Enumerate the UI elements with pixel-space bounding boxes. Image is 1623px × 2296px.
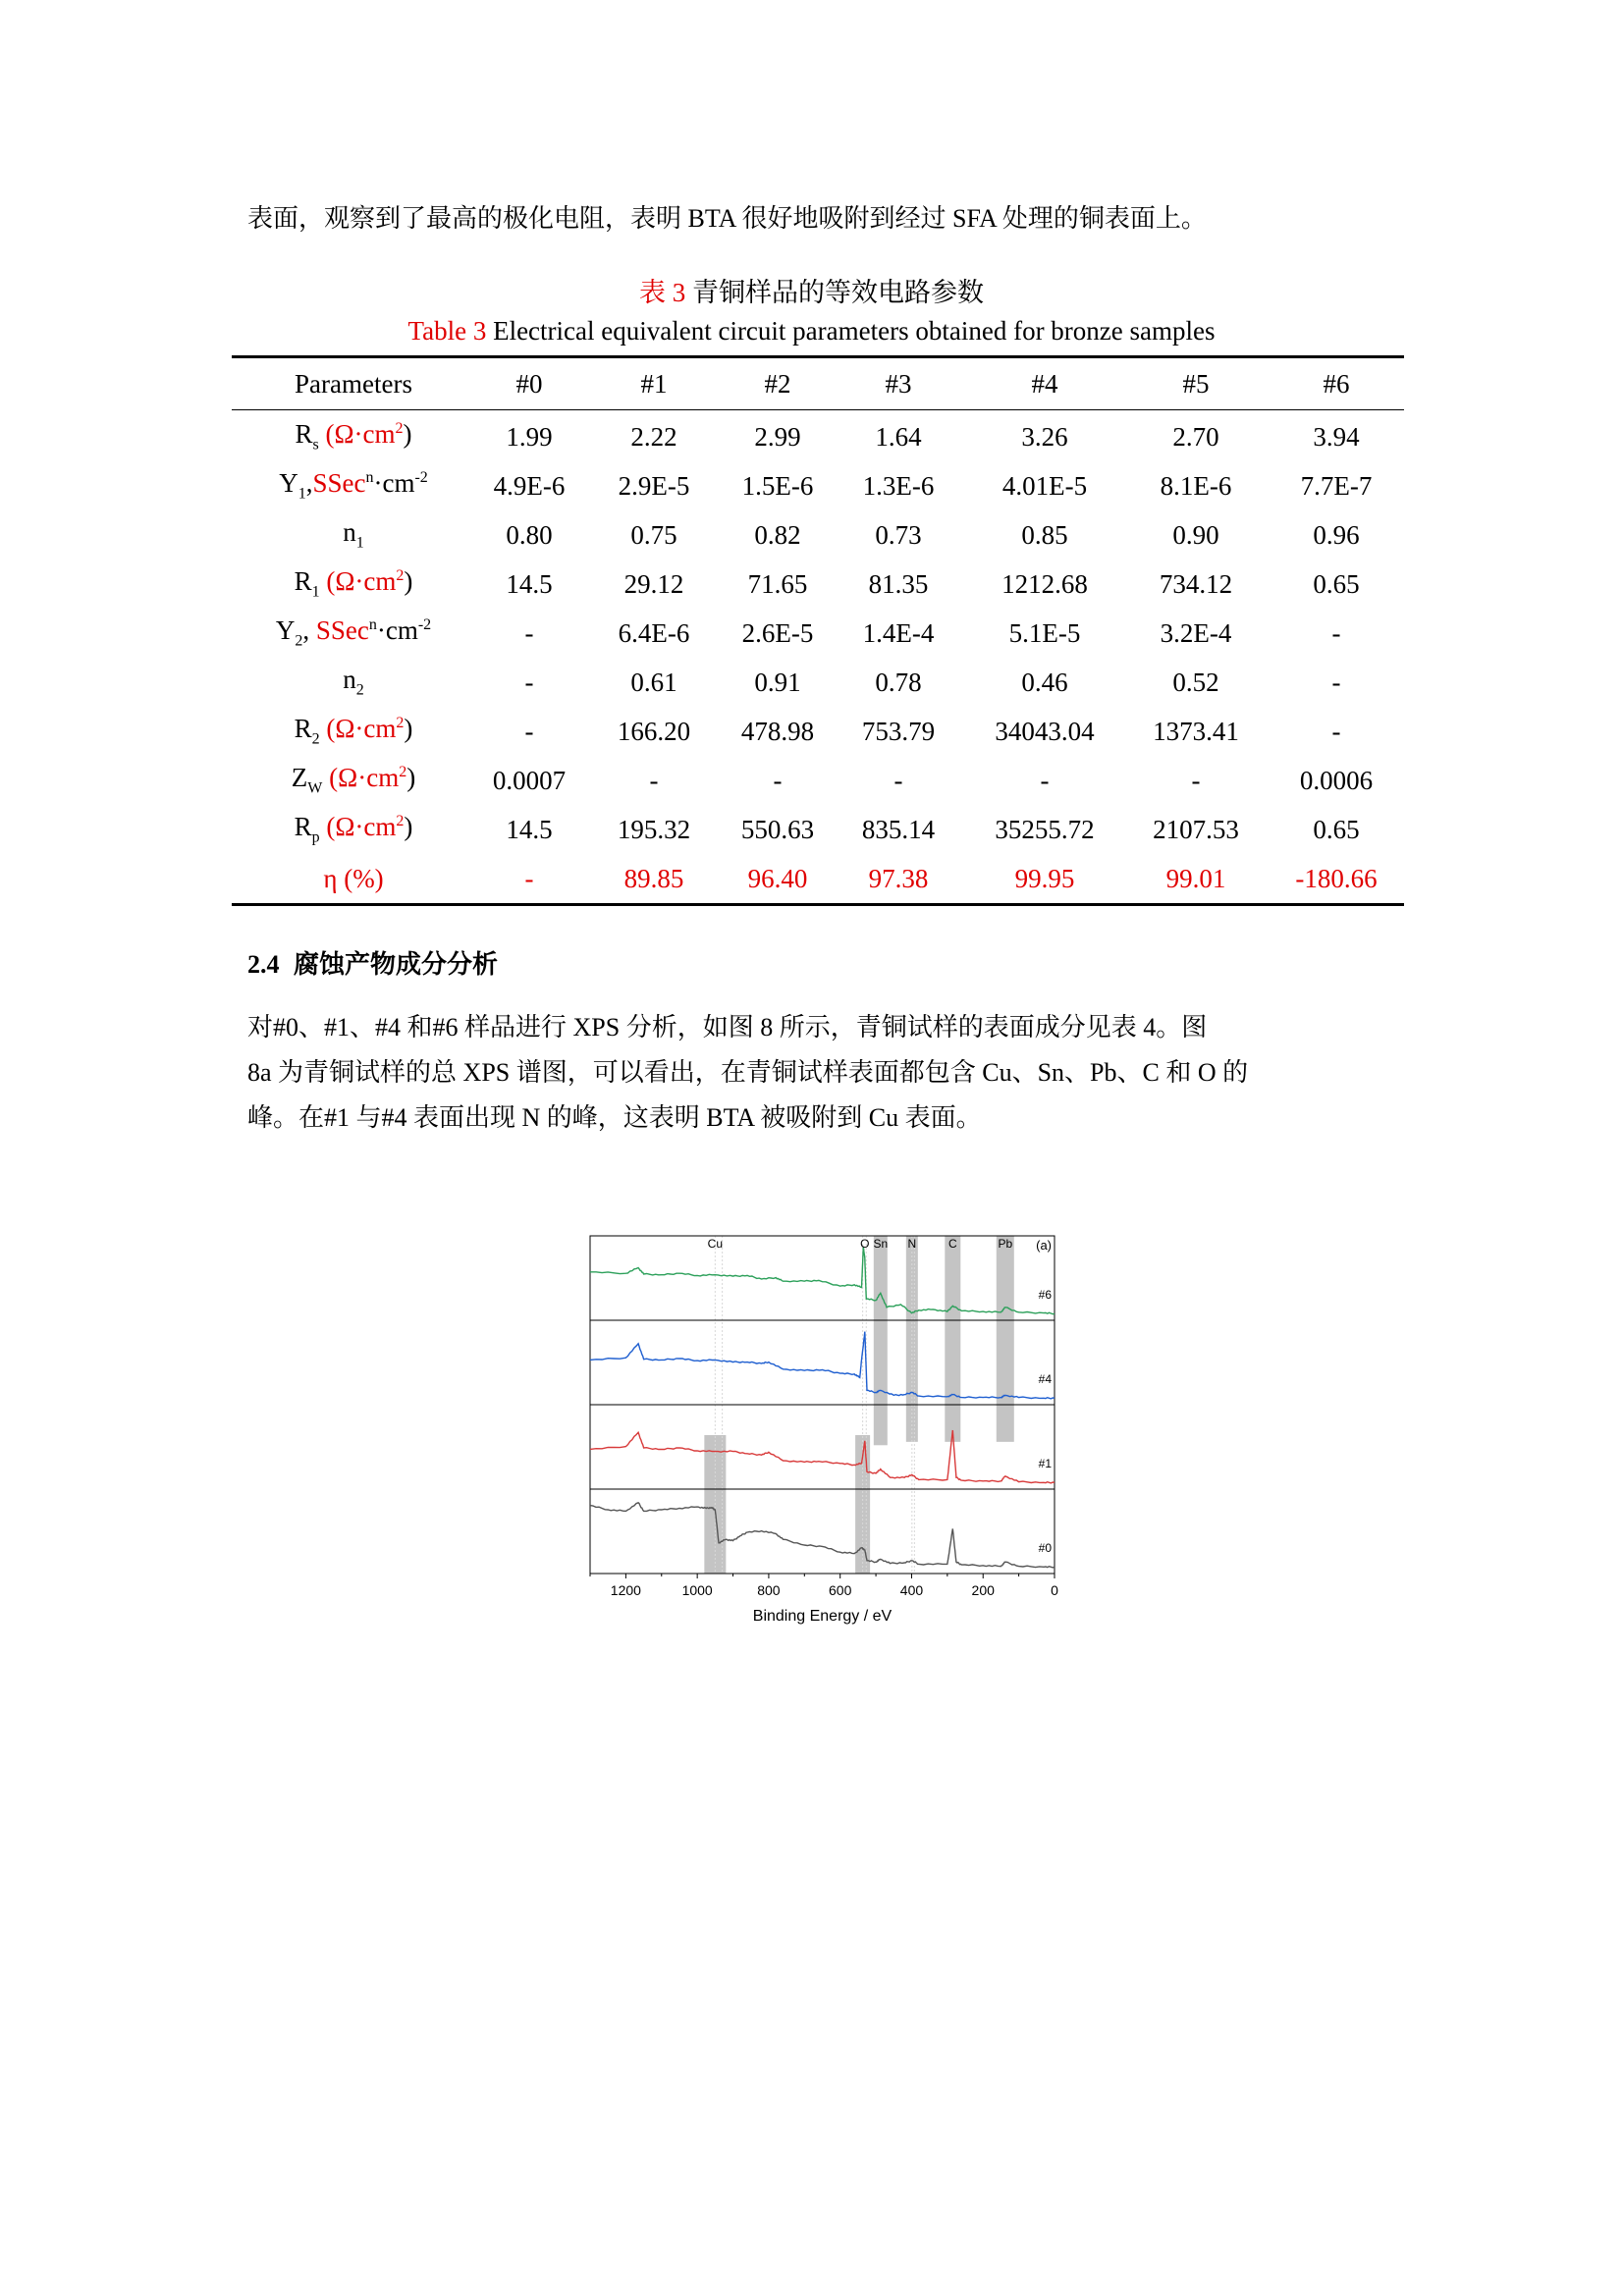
series-line-n0 xyxy=(590,1503,1055,1568)
xps-survey-chart xyxy=(579,1225,1070,1637)
param-label-rp: $R_p$ $(\Omega\cdot cm^2)$ xyxy=(294,812,413,846)
param-label-r1: $R_1$ $(\Omega\cdot cm^2)$ xyxy=(294,566,413,601)
header-cell: #2 xyxy=(725,357,831,410)
section-heading xyxy=(247,944,498,981)
peak-band xyxy=(997,1236,1014,1442)
table-cell: 0.52 xyxy=(1172,667,1219,697)
table-cell: 34043.04 xyxy=(995,716,1095,746)
parameters-table xyxy=(232,355,1404,906)
table-cell: 8.1E-6 xyxy=(1160,470,1232,501)
table-cell: 3.26 xyxy=(1021,421,1068,452)
table-caption-cn-text: 青铜样品的等效电路参数 xyxy=(692,278,984,307)
table-cell: 0.61 xyxy=(630,667,677,697)
peak-label: Cu xyxy=(707,1237,724,1251)
peak-band xyxy=(945,1236,960,1442)
table-cell: - xyxy=(524,617,534,648)
param-label-y1: $Y_1,SSec^n\cdot cm^{-2}$ xyxy=(279,468,428,503)
table-row xyxy=(232,854,1404,905)
table-cell: 0.85 xyxy=(1021,519,1068,550)
table-cell: 753.79 xyxy=(861,716,936,746)
table-cell: - xyxy=(1331,716,1341,746)
table-cell: - xyxy=(524,716,534,746)
panel-label: (a) xyxy=(1036,1238,1052,1253)
param-label-eta: η (%) xyxy=(323,863,384,893)
param-label-n1: $n_1$ xyxy=(343,517,364,552)
peak-label: O xyxy=(860,1237,870,1251)
body-line: 峰。在#1 与#4 表面出现 N 的峰，这表明 BTA 被吸附到 Cu 表面。 xyxy=(247,1103,982,1132)
table-caption-en-label: Table 3 xyxy=(407,316,487,346)
table-cell: 2.6E-5 xyxy=(741,617,814,648)
table-cell: 0.0006 xyxy=(1299,765,1374,795)
table-cell: 3.94 xyxy=(1313,421,1360,452)
body-line: 8a 为青铜试样的总 XPS 谱图，可以看出，在青铜试样表面都包含 Cu、Sn、Pb、C 和 O 的 xyxy=(247,1058,1249,1087)
peak-label: Pb xyxy=(998,1237,1013,1251)
table-cell: - xyxy=(524,667,534,697)
table-cell: 1.3E-6 xyxy=(862,470,935,501)
table-cell: 550.63 xyxy=(740,814,815,844)
table-cell: 0.78 xyxy=(875,667,922,697)
param-label-y2: $Y_2$, $SSec^n\cdot cm^{-2}$ xyxy=(275,615,432,650)
table-cell: 29.12 xyxy=(623,568,684,599)
table-cell: 97.38 xyxy=(868,863,929,893)
x-tick-label: 400 xyxy=(899,1582,924,1598)
series-line-n6 xyxy=(590,1248,1055,1314)
table-cell: 5.1E-5 xyxy=(1008,617,1081,648)
table-row xyxy=(232,707,1404,756)
table-cell: 6.4E-6 xyxy=(618,617,690,648)
param-label-zw: $Z_W$ $(\Omega\cdot cm^2)$ xyxy=(291,763,416,797)
table-cell: - xyxy=(1331,667,1341,697)
table-row xyxy=(232,756,1404,805)
header-cell: #3 xyxy=(831,357,966,410)
table-cell: 0.80 xyxy=(506,519,553,550)
table-cell: 3.2E-4 xyxy=(1160,617,1232,648)
table-cell: 0.65 xyxy=(1313,568,1360,599)
x-axis-label: Binding Energy / eV xyxy=(752,1608,893,1625)
header-cell: #5 xyxy=(1123,357,1269,410)
table-cell: 195.32 xyxy=(617,814,691,844)
param-label-n2: $n_2$ xyxy=(343,665,364,699)
table-cell: 0.82 xyxy=(754,519,801,550)
table-cell: - xyxy=(773,765,783,795)
table-cell: 0.0007 xyxy=(492,765,567,795)
x-tick-label: 200 xyxy=(971,1582,995,1598)
table-caption-cn xyxy=(0,271,1623,309)
x-tick-label: 0 xyxy=(1051,1582,1058,1598)
table-cell: 734.12 xyxy=(1159,568,1233,599)
table-row xyxy=(232,560,1404,609)
table-cell: 0.65 xyxy=(1313,814,1360,844)
peak-band xyxy=(874,1236,888,1445)
x-tick-label: 800 xyxy=(757,1582,781,1598)
peak-label: Sn xyxy=(873,1237,889,1251)
param-label-rs: $R_s$ $(\Omega\cdot cm^2)$ xyxy=(295,419,412,454)
table-cell: 35255.72 xyxy=(995,814,1095,844)
spectra-series xyxy=(590,1248,1055,1568)
table-cell: 2.99 xyxy=(754,421,801,452)
x-tick-label: 1000 xyxy=(681,1582,713,1598)
series-label: #1 xyxy=(1038,1457,1052,1470)
table-cell: 0.91 xyxy=(754,667,801,697)
table-caption-en-text: Electrical equivalent circuit parameters obtained for bronze samples xyxy=(493,316,1216,346)
table-cell: -180.66 xyxy=(1295,863,1378,893)
table-cell: 2.9E-5 xyxy=(618,470,690,501)
table-cell: 2.70 xyxy=(1172,421,1219,452)
series-label: #0 xyxy=(1038,1541,1052,1555)
table-header-row xyxy=(232,357,1404,410)
table-row xyxy=(232,658,1404,707)
table-cell: 14.5 xyxy=(506,568,553,599)
x-tick-label: 1200 xyxy=(610,1582,641,1598)
table-cell: 1212.68 xyxy=(1001,568,1088,599)
param-label-r2: $R_2$ $(\Omega\cdot cm^2)$ xyxy=(294,714,413,748)
table-cell: - xyxy=(649,765,659,795)
section-number: 2.4 xyxy=(247,950,280,979)
table-cell: 835.14 xyxy=(861,814,936,844)
table-caption-cn-label: 表 3 xyxy=(639,278,686,307)
table-cell: 478.98 xyxy=(740,716,815,746)
table-cell: - xyxy=(1191,765,1201,795)
x-tick-label: 600 xyxy=(829,1582,852,1598)
table-cell: 81.35 xyxy=(868,568,929,599)
table-row xyxy=(232,410,1404,462)
table-cell: - xyxy=(1331,617,1341,648)
header-cell: #6 xyxy=(1269,357,1404,410)
peak-labels xyxy=(708,1237,1013,1251)
table-cell: 14.5 xyxy=(506,814,553,844)
table-cell: 1.5E-6 xyxy=(741,470,814,501)
table-cell: 99.01 xyxy=(1165,863,1226,893)
series-line-n1 xyxy=(590,1430,1055,1483)
table-cell: 0.73 xyxy=(875,519,922,550)
table-cell: 0.75 xyxy=(630,519,677,550)
table-cell: 4.9E-6 xyxy=(493,470,566,501)
intro-paragraph: 表面，观察到了最高的极化电阻，表明 BTA 很好地吸附到经过 SFA 处理的铜表面上。 xyxy=(247,204,1207,233)
table-cell: 96.40 xyxy=(747,863,808,893)
table-cell: 2107.53 xyxy=(1153,814,1239,844)
table-row xyxy=(232,510,1404,560)
table-cell: - xyxy=(524,863,534,893)
body-line: 对#0、#1、#4 和#6 样品进行 XPS 分析，如图 8 所示，青铜试样的表面成分见表 4。图 xyxy=(247,1013,1208,1041)
section-title: 腐蚀产物成分分析 xyxy=(293,949,498,979)
header-cell: Parameters xyxy=(232,357,475,410)
table-row xyxy=(232,461,1404,510)
table-cell: 2.22 xyxy=(630,421,677,452)
table-cell: 7.7E-7 xyxy=(1300,470,1373,501)
table-cell: - xyxy=(1040,765,1050,795)
series-line-n4 xyxy=(590,1332,1055,1399)
header-cell: #1 xyxy=(583,357,725,410)
table-caption-en xyxy=(0,316,1623,347)
table-cell: 0.46 xyxy=(1021,667,1068,697)
series-label: #6 xyxy=(1038,1288,1052,1302)
table-row xyxy=(232,805,1404,854)
table-cell: 1.99 xyxy=(506,421,553,452)
table-cell: 166.20 xyxy=(617,716,691,746)
header-cell: #4 xyxy=(966,357,1123,410)
peak-label: N xyxy=(907,1237,917,1251)
spectra-panels xyxy=(590,1236,1055,1574)
table-cell: 0.90 xyxy=(1172,519,1219,550)
peak-label: C xyxy=(947,1237,957,1251)
table-cell: 71.65 xyxy=(747,568,808,599)
table-cell: 89.85 xyxy=(623,863,684,893)
table-cell: 99.95 xyxy=(1014,863,1075,893)
header-cell: #0 xyxy=(475,357,583,410)
table-cell: 1.64 xyxy=(875,421,922,452)
table-cell: 1373.41 xyxy=(1153,716,1239,746)
table-cell: 1.4E-4 xyxy=(862,617,935,648)
table-row xyxy=(232,609,1404,658)
table-cell: - xyxy=(893,765,903,795)
table-cell: 0.96 xyxy=(1313,519,1360,550)
x-axis xyxy=(590,1574,1058,1598)
series-label: #4 xyxy=(1038,1372,1052,1386)
table-cell: 4.01E-5 xyxy=(1001,470,1088,501)
